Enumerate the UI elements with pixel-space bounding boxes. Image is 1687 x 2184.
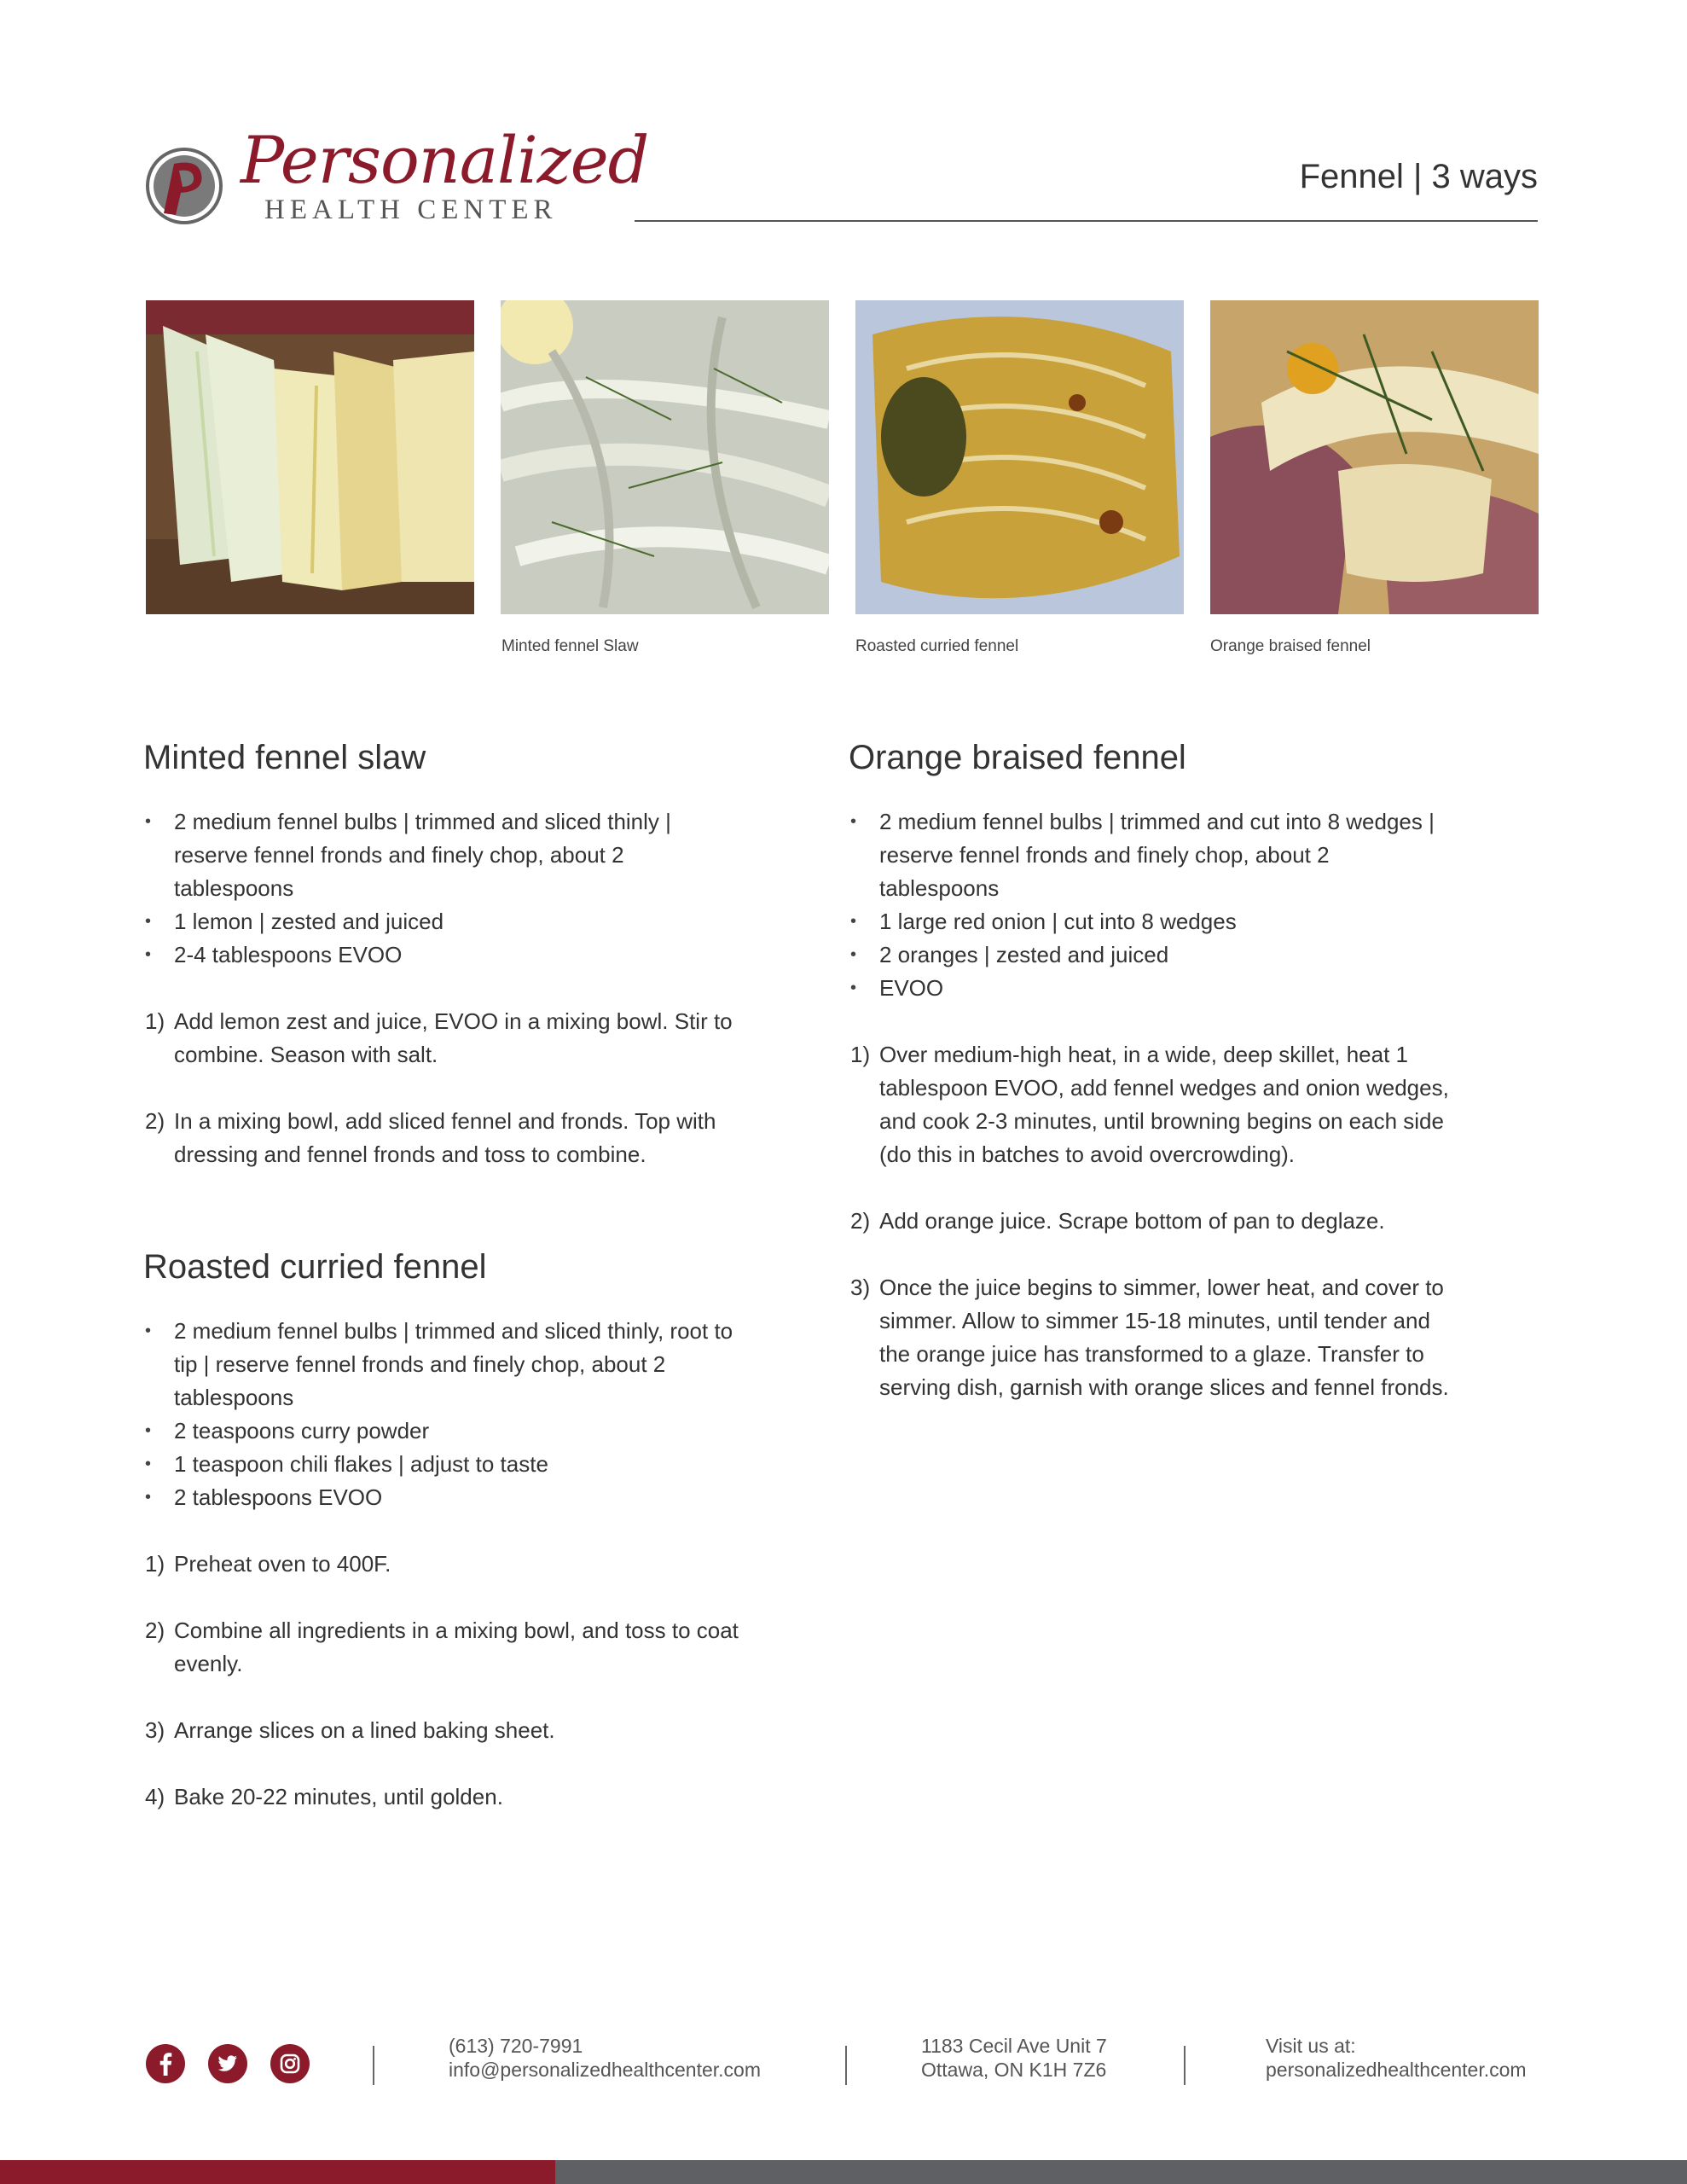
step-item <box>143 1005 740 1072</box>
step-number: 1) <box>850 1042 871 1067</box>
step-text: Bake 20-22 minutes, until golden. <box>174 1784 503 1809</box>
recipe-title: Minted fennel slaw <box>143 739 426 776</box>
ingredient-item: • EVOO <box>849 972 1454 1005</box>
step-item <box>849 1271 1454 1404</box>
step-text: Once the juice begins to simmer, lower heat, and cover to simmer. Allow to simmer 15-18 minutes, until tender and the orange juice has transformed to a glaze. Transfer to serving dish, garnish with orange slices and fennel fronds. <box>879 1275 1449 1400</box>
step-text: Combine all ingredients in a mixing bowl, and toss to coat evenly. <box>174 1618 739 1676</box>
step-number: 1) <box>145 1551 165 1577</box>
footer-divider <box>845 2046 847 2085</box>
step-list <box>143 1548 740 1814</box>
footer-website <box>1266 2034 1527 2082</box>
ingredient-list <box>143 1315 740 1514</box>
ingredient-item: • 2 medium fennel bulbs | trimmed and cut into 8 wedges | reserve fennel fronds and finely chop, about 2 tablespoons <box>849 805 1454 905</box>
step-text: Preheat oven to 400F. <box>174 1551 391 1577</box>
ingredient-item: • 1 large red onion | cut into 8 wedges <box>849 905 1454 938</box>
footer-bar <box>555 2160 1687 2184</box>
instagram-icon[interactable] <box>270 2044 310 2083</box>
step-text: Arrange slices on a lined baking sheet. <box>174 1717 555 1743</box>
ingredient-item: • 2 medium fennel bulbs | trimmed and sliced thinly | reserve fennel fronds and finely chop, about 2 tablespoons <box>143 805 740 905</box>
ingredient-list <box>143 805 740 972</box>
step-text: Add lemon zest and juice, EVOO in a mixing bowl. Stir to combine. Season with salt. <box>174 1008 733 1067</box>
step-list <box>143 1005 740 1171</box>
step-item <box>143 1548 740 1581</box>
phone-number[interactable]: (613) 720-7991 <box>449 2035 583 2057</box>
footer-divider <box>1184 2046 1186 2085</box>
step-text: Add orange juice. Scrape bottom of pan to deglaze. <box>879 1208 1385 1234</box>
step-text: Over medium-high heat, in a wide, deep skillet, heat 1 tablespoon EVOO, add fennel wedges and onion wedges, and cook 2-3 minutes, until browning begins on each side (do this in batches to avoid overcrowding). <box>879 1042 1449 1167</box>
step-number: 3) <box>850 1275 871 1300</box>
photo-caption-2: Minted fennel Slaw <box>501 637 639 655</box>
step-item <box>143 1614 740 1681</box>
ingredient-item: • 1 lemon | zested and juiced <box>143 905 740 938</box>
ingredient-item: • 2 teaspoons curry powder <box>143 1414 740 1448</box>
step-text: In a mixing bowl, add sliced fennel and fronds. Top with dressing and fennel fronds and toss to combine. <box>174 1108 716 1167</box>
ingredient-item: • 2-4 tablespoons EVOO <box>143 938 740 972</box>
recipe-title: Roasted curried fennel <box>143 1248 487 1286</box>
photo-orange-braised <box>1210 300 1539 614</box>
footer-divider <box>373 2046 374 2085</box>
step-number: 4) <box>145 1784 165 1809</box>
ingredient-item: • 2 medium fennel bulbs | trimmed and sliced thinly, root to tip | reserve fennel fronds and finely chop, about 2 tablespoons <box>143 1315 740 1414</box>
footer-contact <box>449 2034 761 2082</box>
twitter-icon[interactable] <box>208 2044 247 2083</box>
email-link[interactable]: info@personalizedhealthcenter.com <box>449 2059 762 2081</box>
step-item <box>849 1205 1454 1238</box>
step-list <box>849 1038 1454 1404</box>
recipe-minted-fennel-slaw <box>143 739 740 1205</box>
ingredient-item: • 2 tablespoons EVOO <box>143 1481 740 1514</box>
recipe-roasted-curried-fennel <box>143 1248 740 1847</box>
header-divider <box>635 220 1538 222</box>
address-line: Ottawa, ON K1H 7Z6 <box>921 2059 1107 2081</box>
recipe-title: Orange braised fennel <box>849 739 1186 776</box>
step-item <box>143 1714 740 1747</box>
photo-fennel-wedges <box>146 300 474 614</box>
step-number: 2) <box>850 1208 871 1234</box>
address-line: 1183 Cecil Ave Unit 7 <box>921 2035 1107 2057</box>
recipe-orange-braised-fennel <box>849 739 1454 1438</box>
photo-caption-4: Orange braised fennel <box>1210 637 1371 655</box>
photo-roasted-curried <box>855 300 1184 614</box>
footer-address <box>921 2034 1107 2082</box>
ingredient-list <box>849 805 1454 1005</box>
facebook-icon[interactable] <box>146 2044 185 2083</box>
footer-bar-accent <box>0 2160 555 2184</box>
ingredient-item: • 1 teaspoon chili flakes | adjust to taste <box>143 1448 740 1481</box>
visit-label: Visit us at: <box>1266 2035 1356 2057</box>
step-number: 2) <box>145 1618 165 1643</box>
logo-wordmark: Personalized <box>241 122 649 198</box>
logo-subtitle: HEALTH CENTER <box>264 195 558 225</box>
step-number: 3) <box>145 1717 165 1743</box>
website-link[interactable]: personalizedhealthcenter.com <box>1266 2059 1527 2081</box>
step-number: 2) <box>145 1108 165 1134</box>
document-title: Fennel | 3 ways <box>1299 158 1538 195</box>
step-item <box>143 1105 740 1171</box>
logo-emblem <box>145 147 223 225</box>
photo-minted-slaw <box>501 300 829 614</box>
step-number: 1) <box>145 1008 165 1034</box>
photo-caption-3: Roasted curried fennel <box>855 637 1019 655</box>
step-item <box>849 1038 1454 1171</box>
step-item <box>143 1780 740 1814</box>
ingredient-item: • 2 oranges | zested and juiced <box>849 938 1454 972</box>
